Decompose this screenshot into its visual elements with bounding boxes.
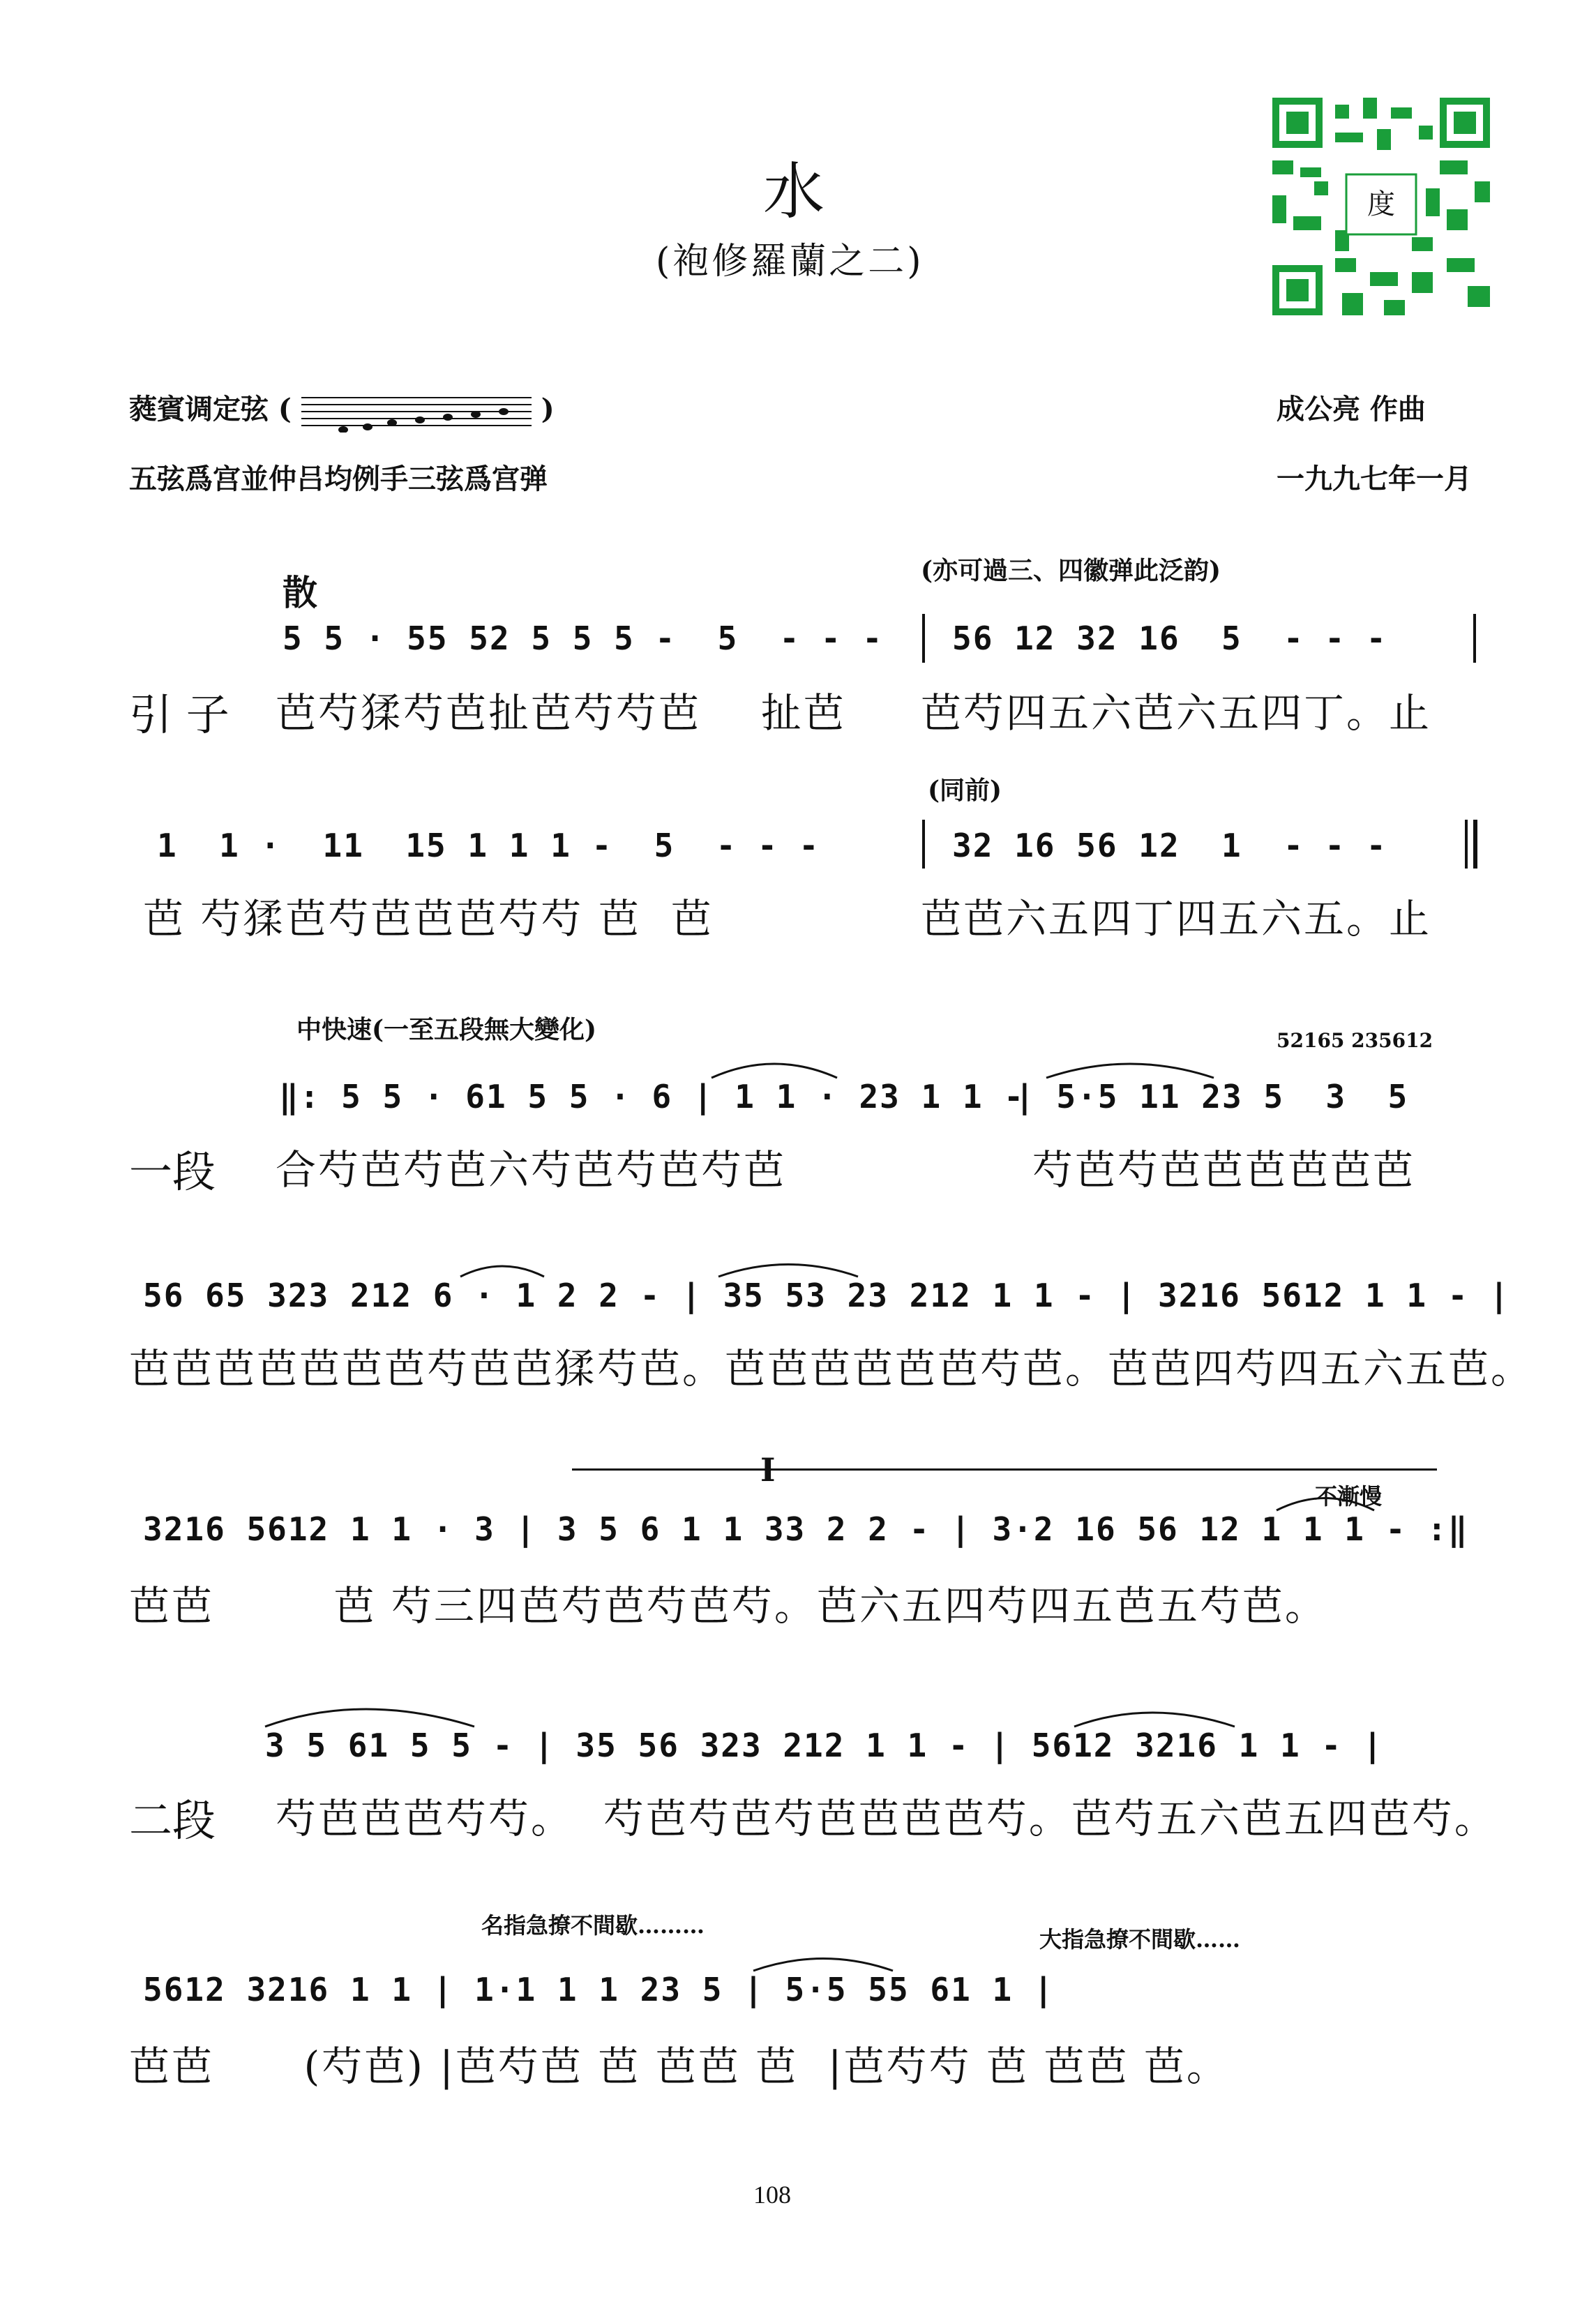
notation-line: 32 16 56 12 1 - - - — [952, 827, 1387, 864]
section-label: 一段 — [129, 1146, 216, 1197]
tablature-line: 芭芭芭芭芭芭芭芍芭芭猱芍芭。芭芭芭芭芭芭芍芭。芭芭四芍四五六五芭。 — [129, 1345, 1534, 1392]
tempo-mark: 散 — [283, 572, 317, 613]
notation-line: 3 5 61 5 5 - | 35 56 323 212 1 1 - | 5612 3216 1 1 - | — [265, 1727, 1384, 1764]
tablature-line: 芍芭芍芭芭芭芭芭芭 — [1032, 1146, 1416, 1194]
annotation: 名指急撩不間歇……… — [481, 1912, 705, 1939]
section-label: 二段 — [129, 1795, 216, 1846]
notation-line: 56 12 32 16 5 - - - — [952, 619, 1387, 657]
tuning-close: ) — [541, 393, 555, 426]
tablature-line: 合芍芭芍芭六芍芭芍芭芍芭 — [276, 1146, 787, 1194]
notation-line: 5 5 · 55 52 5 5 5 - 5 - - - — [283, 619, 884, 657]
tablature-line: 芭芍四五六芭六五四丁。止 — [921, 689, 1432, 737]
tablature-line: 芭芭 芭 芍三四芭芍芭芍芭芍。芭六五四芍四五芭五芍芭。 — [129, 1582, 1327, 1630]
annotation: (亦可過三、四徽弹此泛韵) — [921, 556, 1221, 585]
tablature-line: 芍芭芭芭芍芍。 芍芭芍芭芍芭芭芭芭芍。芭芍五六芭五四芭芍。 — [276, 1795, 1497, 1842]
composer: 成公亮 作曲 — [1277, 393, 1426, 426]
tablature-line: 芭芭 (芍芭) |芭芍芭 芭 芭芭 芭 |芭芍芍 芭 芭芭 芭。 — [129, 2043, 1229, 2090]
section-label: 引 子 — [129, 689, 229, 740]
grace-notes: 52165 235612 — [1277, 1029, 1433, 1052]
notation-line: 1 1 · 11 15 1 1 1 - 5 - - - — [157, 827, 820, 864]
notation-line: 56 65 323 212 6 · 1 2 2 - | 35 53 23 212 1 1 - | 3216 5612 1 1 - | — [143, 1277, 1510, 1314]
page-title: 水 — [763, 156, 825, 227]
notation-line: 5612 3216 1 1 | 1·1 1 1 23 5 | 5·5 55 61 1 | — [143, 1971, 1055, 2008]
tempo-mark: 中快速(一至五段無大變化) — [296, 1015, 597, 1044]
tablature-line: 芭 芍猱芭芍芭芭芭芍芍 芭 芭 — [143, 895, 714, 942]
page-subtitle: (袍修羅蘭之二) — [656, 241, 924, 283]
tablature-line: 芭芭六五四丁四五六五。止 — [921, 895, 1432, 942]
tempo-mark: 不漸慢 — [1315, 1483, 1383, 1510]
notation-line: | 5·5 11 23 5 3 5 — [1015, 1078, 1409, 1115]
annotation: (同前) — [928, 776, 1002, 805]
page-number: 108 — [753, 2181, 791, 2209]
tablature-line: 芭芍猱芍芭扯芭芍芍芭 扯芭 — [276, 689, 846, 737]
annotation: 大指急撩不間歇…… — [1039, 1926, 1241, 1953]
notation-line: ‖: 5 5 · 61 5 5 · 6 | 1 1 · 23 1 1 - — [279, 1078, 1025, 1115]
date: 一九九七年一月 — [1277, 463, 1472, 495]
tuning-note: 五弦爲宫並仲吕均例手三弦爲宫弹 — [129, 463, 548, 495]
qr-center-label: 度 — [1367, 188, 1395, 220]
notation-line: 3216 5612 1 1 · 3 | 3 5 6 1 1 33 2 2 - | 3·2 16 56 12 1 1 1 - :‖ — [143, 1510, 1469, 1548]
tuning-label: 蕤賓调定弦 ( — [129, 393, 292, 426]
